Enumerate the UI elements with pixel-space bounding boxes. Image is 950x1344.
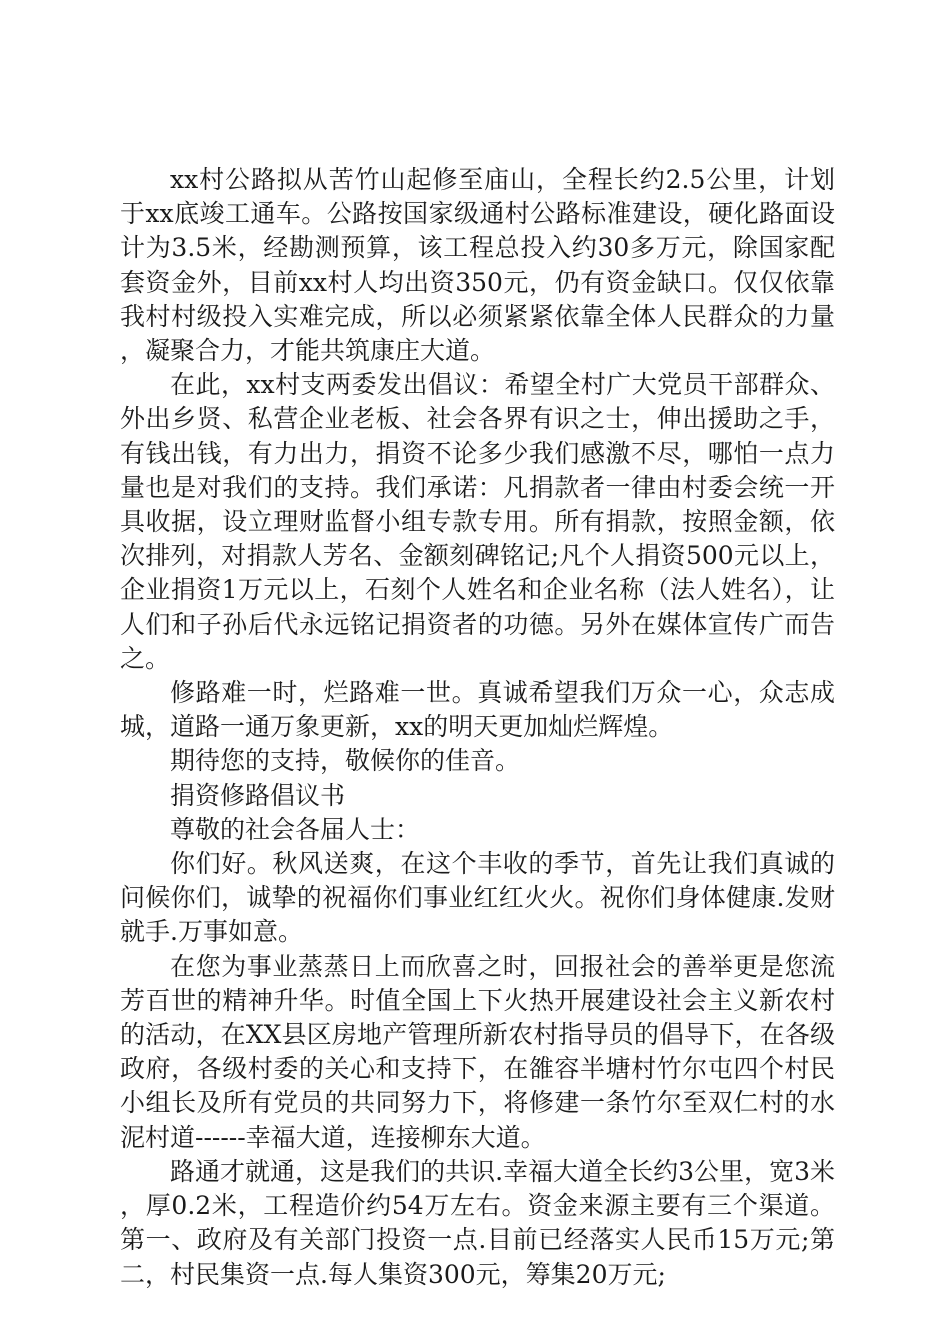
paragraph-greeting: 你们好。秋风送爽，在这个丰收的季节，首先让我们真诚的问候你们，诚挚的祝福你们事业红红火火。祝你们身体健康.发财就手.万事如意。 bbox=[120, 849, 835, 947]
paragraph-road-plan: xx村公路拟从苦竹山起修至庙山，全程长约2.5公里，计划于xx底竣工通车。公路按国家级通村公路标准建设，硬化路面设计为3.5米，经勘测预算，该工程总投入约30多万元，除国家配套资金外，目前xx村人均出资350元，仍有资金缺口。仅仅依靠我村村级投入实难完成，所以必须紧紧依靠全体人民群众的力量，凝聚合力，才能共筑康庄大道。 bbox=[120, 165, 835, 366]
document-body bbox=[120, 163, 835, 1292]
paragraph-funding: 路通才就通，这是我们的共识.幸福大道全长约3公里，宽3米，厚0.2米，工程造价约54万左右。资金来源主要有三个渠道。第一、政府及有关部门投资一点.目前已经落实人民币15万元;第二，村民集资一点.每人集资300元，筹集20万元; bbox=[120, 1156, 835, 1289]
paragraph-background: 在您为事业蒸蒸日上而欣喜之时，回报社会的善举更是您流芳百世的精神升华。时值全国上下火热开展建设社会主义新农村的活动，在XX县区房地产管理所新农村指导员的倡导下，在各级政府，各级村委的关心和支持下，在雒容半塘村竹尔屯四个村民小组长及所有党员的共同努力下，将修建一条竹尔至双仁村的水泥村道------幸福大道，连接柳东大道。 bbox=[120, 951, 835, 1152]
paragraph-proposal: 在此，xx村支两委发出倡议：希望全村广大党员干部群众、外出乡贤、私营企业老板、社会各界有识之士，伸出援助之手，有钱出钱，有力出力，捐资不论多少我们感激不尽，哪怕一点力量也是对我们的支持。我们承诺：凡捐款者一律由村委会统一开具收据，设立理财监督小组专款专用。所有捐款，按照金额，依次排列，对捐款人芳名、金额刻碑铭记;凡个人捐资500元以上，企业捐资1万元以上，石刻个人姓名和企业名称（法人姓名），让人们和子孙后代永远铭记捐资者的功德。另外在媒体宣传广而告之。 bbox=[120, 370, 835, 673]
paragraph-appeal: 修路难一时，烂路难一世。真诚希望我们万众一心，众志成城，道路一通万象更新，xx的明天更加灿烂辉煌。 bbox=[120, 678, 835, 742]
salutation: 尊敬的社会各届人士： bbox=[170, 814, 421, 844]
paragraph-closing: 期待您的支持，敬候你的佳音。 bbox=[170, 746, 521, 776]
section-title: 捐资修路倡议书 bbox=[170, 780, 346, 810]
